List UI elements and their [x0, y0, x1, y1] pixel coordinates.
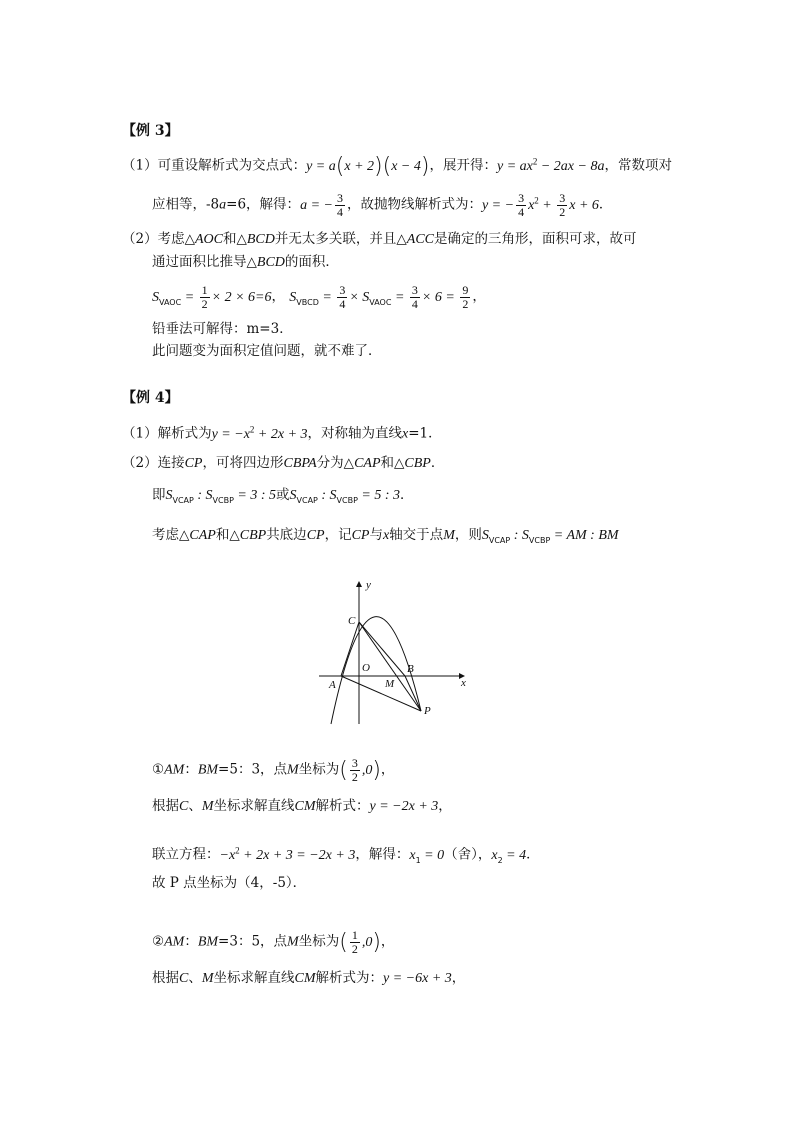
point-C-label: C: [348, 615, 356, 627]
x-axis-label: x: [461, 677, 466, 689]
case1-result: 故 P 点坐标为（4，-5）．: [152, 875, 307, 891]
ex4-part2-line1: （2）连接CP，可将四边形CBPA分为△CAP和△CBP．: [122, 455, 445, 471]
ex3-part1-line2: 应相等，-8a=6，解得：a = − $\frac{3}{4}$ ，故抛物线解析式为：y = − $\frac{3}{4}$ $x^2$ + $\frac{3}{2}$ x + 6．: [152, 190, 613, 219]
segment-CA: [341, 622, 359, 676]
example-4-heading: 【例 4】: [122, 390, 179, 406]
point-A-label: A: [329, 679, 336, 691]
ex3-part1-line1: （1）可重设解析式为交点式：y = a(x + 2)(x − 4)，展开得：$y = ax^2 - 2ax - 8a$，常数项对: [122, 153, 672, 179]
ex4-part1: （1）解析式为$y = -x^2 + 2x + 3$，对称轴为直线x=1．: [122, 424, 442, 442]
parabola-figure: [314, 576, 474, 728]
ex3-part2-line1: （2）考虑△AOC和△BCD并无太多关联，并且△ACC是确定的三角形，面积可求，故可: [122, 231, 637, 247]
case2-ratio: ②AM：BM=3：5，点M坐标为( $\frac{1}{2}$ ,0)，: [152, 928, 395, 956]
ex3-part2-line2: 通过面积比推导△BCD的面积．: [152, 254, 339, 270]
case1-line-CM: 根据C、M坐标求解直线CM解析式：y = −2x + 3，: [152, 798, 452, 814]
ex4-common-base: 考虑△CAP和△CBP共底边CP，记CP与x轴交于点M，则$S_{VCAP}$ : $S_{VCBP}$ = AM : BM: [152, 527, 619, 545]
point-M-label: M: [385, 678, 395, 690]
case1-ratio: ①AM：BM=5：3，点M坐标为( $\frac{3}{2}$ ,0)，: [152, 756, 395, 784]
ex4-area-ratio: 即$S_{VCAP}$ : $S_{VCBP} = 3$ : 5或$S_{VCAP}$ : $S_{VCBP} = 5$ : 3．: [152, 487, 414, 505]
ex3-conclusion: 此问题变为面积定值问题，就不难了．: [152, 343, 382, 359]
point-P-label: P: [424, 705, 431, 717]
case2-line-CM: 根据C、M坐标求解直线CM解析式为：y = −6x + 3，: [152, 970, 466, 986]
y-axis-label: y: [366, 579, 371, 591]
ex3-area-formula: $S_{VAOC}$ = $\frac{1}{2}$ × 2 × 6=6， $S_{VBCD}$ = $\frac{3}{4}$ × $S_{VAOC}$ = $\frac{3}{4}$ × 6 = $\frac{9}{2}$ ，: [152, 283, 486, 311]
point-B-label: B: [407, 663, 414, 675]
example-3-heading: 【例 3】: [122, 123, 179, 139]
point-O-label: O: [362, 662, 370, 674]
case1-equation: 联立方程：$-x^2 + 2x + 3 = -2x + 3$，解得：$x_1 = 0$（舍），$x_2 = 4$．: [152, 845, 540, 865]
ex3-vertical-method: 铅垂法可解得：m=3．: [152, 321, 293, 337]
